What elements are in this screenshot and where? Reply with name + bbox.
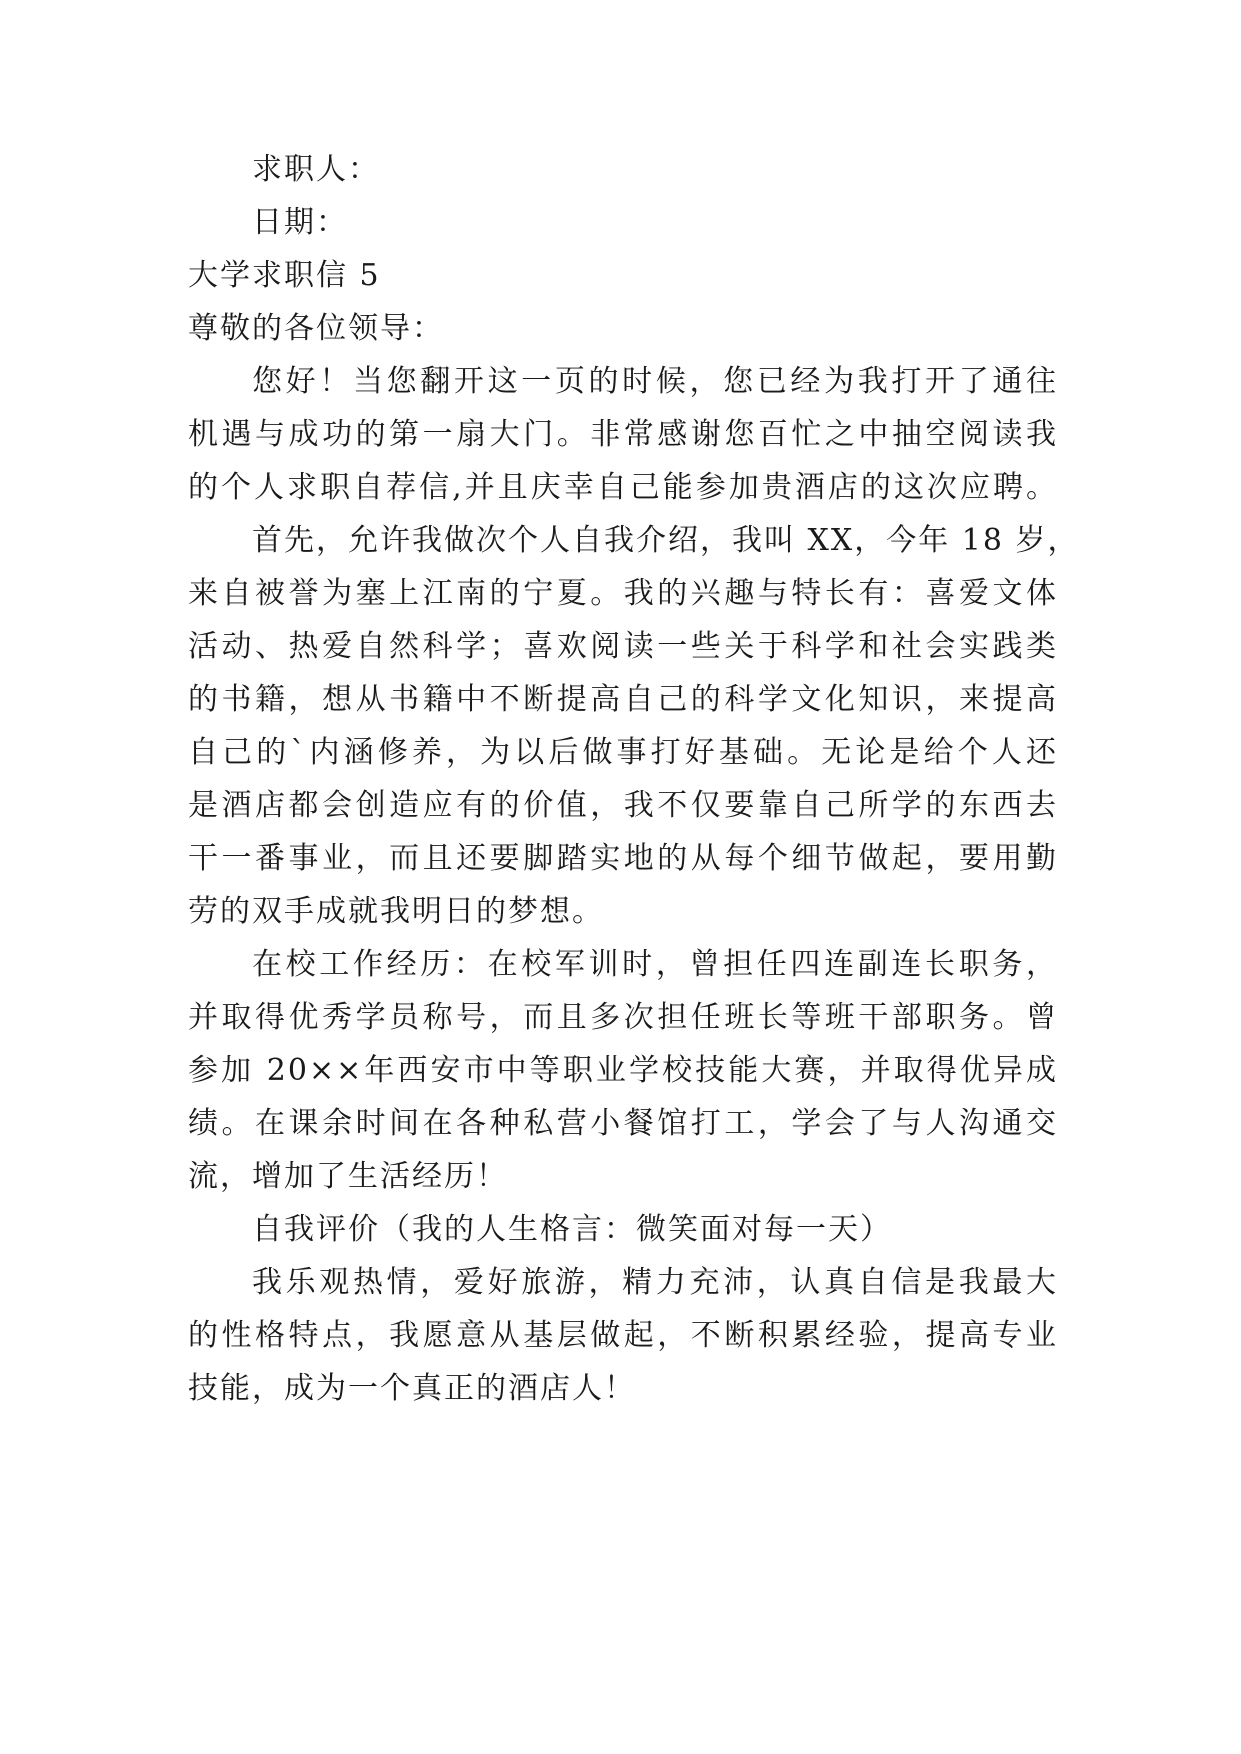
applicant-label: 求职人： [252,152,380,187]
paragraph-experience-line: 并取得优秀学员称号，而且多次担任班长等班干部职务。曾 [188,1000,1058,1035]
date-label: 日期： [252,205,348,240]
paragraph-introduction-line: 首先，允许我做次个人自我介绍，我叫 XX，今年 18 岁， [252,523,1080,558]
paragraph-experience-line: 在校工作经历：在校军训时，曾担任四连副连长职务， [252,947,1058,982]
salutation: 尊敬的各位领导： [188,311,444,346]
paragraph-introduction-line: 活动、热爱自然科学；喜欢阅读一些关于科学和社会实践类 [188,629,1058,664]
paragraph-experience-line: 绩。在课余时间在各种私营小餐馆打工，学会了与人沟通交 [188,1106,1058,1141]
paragraph-introduction-line: 的书籍，想从书籍中不断提高自己的科学文化知识，来提高 [188,682,1058,717]
paragraph-experience-line: 参加 20××年西安市中等职业学校技能大赛，并取得优异成 [188,1053,1058,1088]
paragraph-evaluation-line: 技能，成为一个真正的酒店人！ [188,1371,636,1406]
paragraph-introduction-line: 劳的双手成就我明日的梦想。 [188,894,604,929]
paragraph-greeting-line: 的个人求职自荐信,并且庆幸自己能参加贵酒店的这次应聘。 [188,470,1058,505]
paragraph-introduction-line: 自己的`内涵修养，为以后做事打好基础。无论是给个人还 [188,735,1058,770]
paragraph-greeting-line: 您好！当您翻开这一页的时候，您已经为我打开了通往 [252,364,1058,399]
section-title: 大学求职信 5 [188,258,381,293]
paragraph-introduction-line: 是酒店都会创造应有的价值，我不仅要靠自己所学的东西去 [188,788,1058,823]
paragraph-evaluation-line: 我乐观热情，爱好旅游，精力充沛，认真自信是我最大 [252,1265,1058,1300]
self-evaluation-heading: 自我评价（我的人生格言：微笑面对每一天） [252,1212,892,1247]
paragraph-greeting-line: 机遇与成功的第一扇大门。非常感谢您百忙之中抽空阅读我 [188,417,1058,452]
paragraph-evaluation-line: 的性格特点，我愿意从基层做起，不断积累经验，提高专业 [188,1318,1058,1353]
paragraph-introduction-line: 来自被誉为塞上江南的宁夏。我的兴趣与特长有：喜爱文体 [188,576,1058,611]
paragraph-experience-line: 流，增加了生活经历！ [188,1159,508,1194]
paragraph-introduction-line: 干一番事业，而且还要脚踏实地的从每个细节做起，要用勤 [188,841,1058,876]
